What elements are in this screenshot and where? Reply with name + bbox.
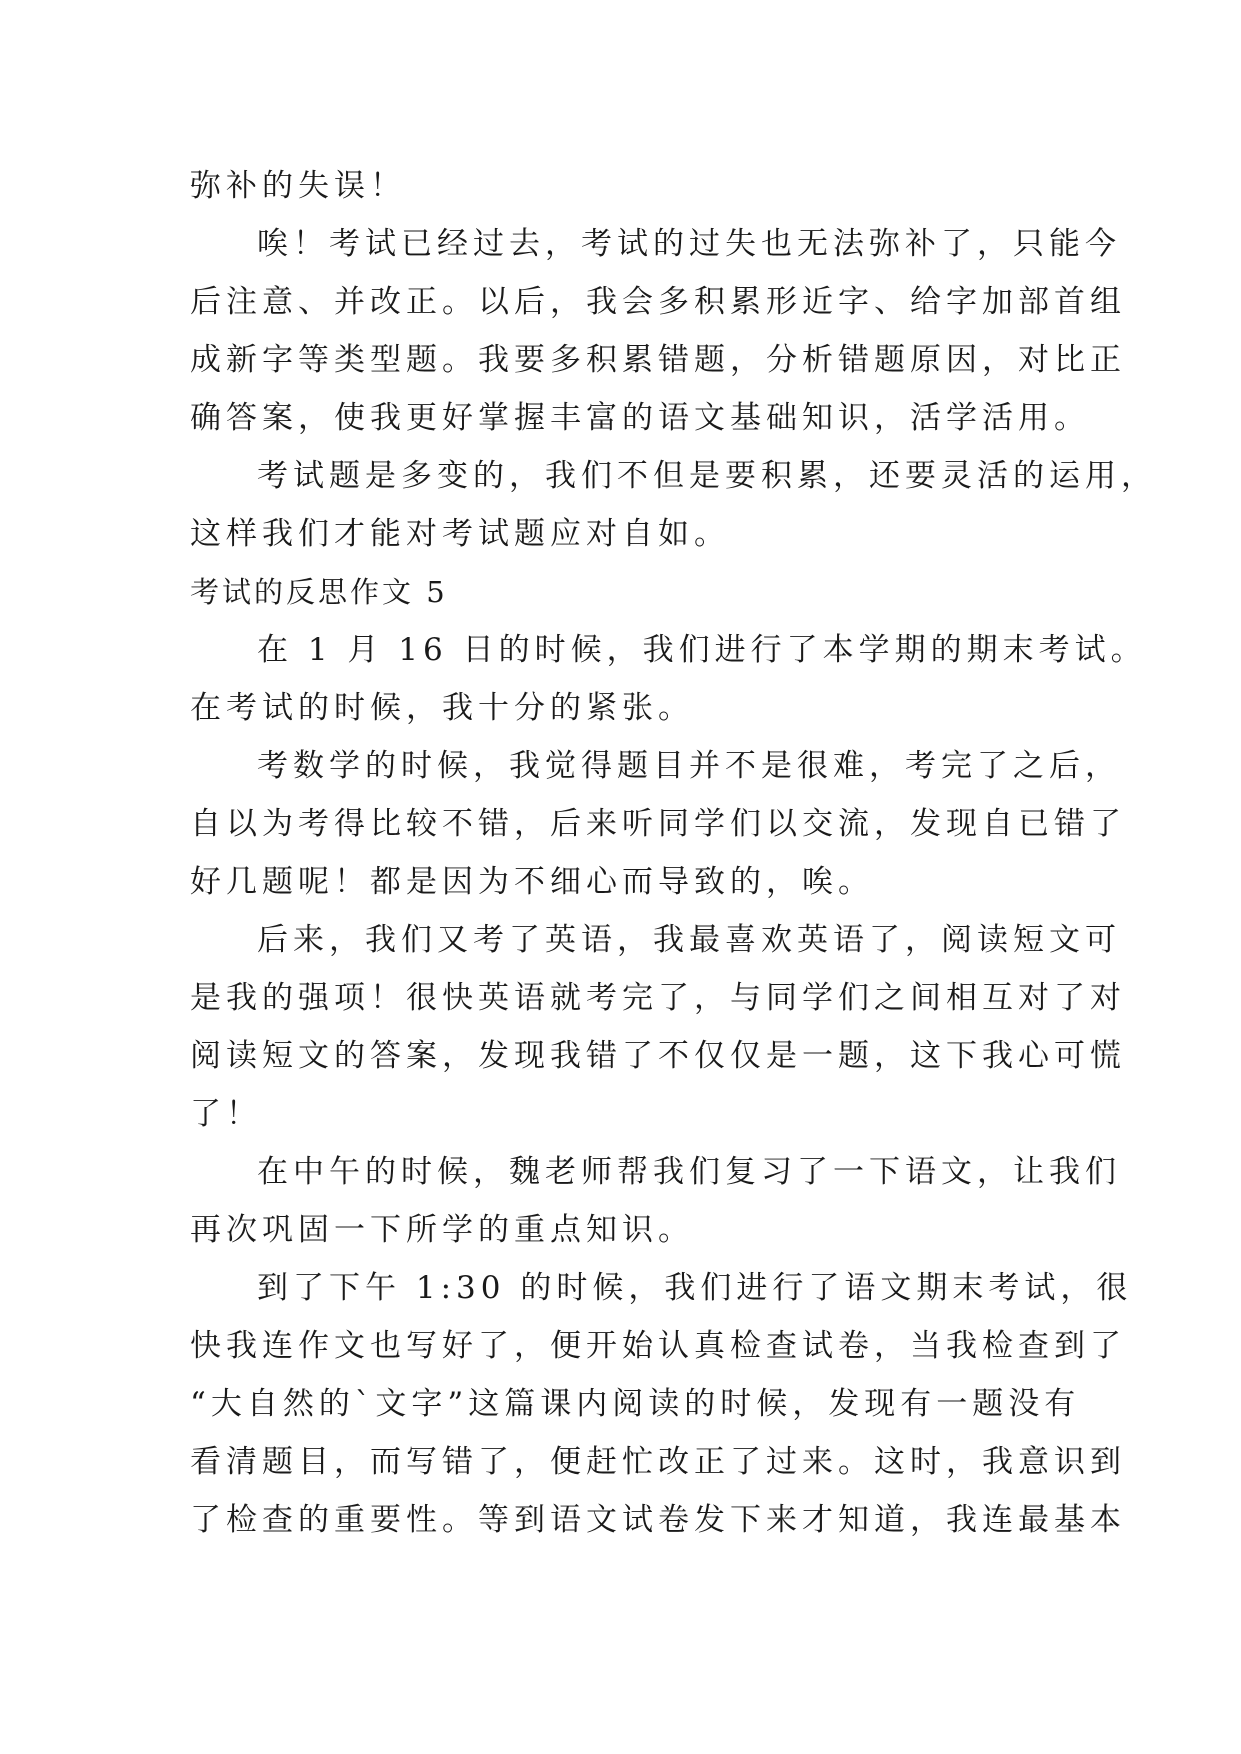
- text-line: 在中午的时候，魏老师帮我们复习了一下语文，让我们: [257, 1154, 1121, 1190]
- text-line: 后注意、并改正。以后，我会多积累形近字、给字加部首组: [190, 284, 1126, 320]
- text-line: 好几题呢！都是因为不细心而导致的，唉。: [190, 864, 874, 900]
- text-line: 在 1 月 16 日的时候，我们进行了本学期的期末考试。: [257, 632, 1147, 668]
- section-heading: 考试的反思作文 5: [190, 575, 448, 609]
- document-body: [190, 157, 1157, 1549]
- text-line: 了检查的重要性。等到语文试卷发下来才知道，我连最基本: [190, 1502, 1126, 1538]
- text-line: 是我的强项！很快英语就考完了，与同学们之间相互对了对: [190, 980, 1126, 1016]
- text-line: 了！: [190, 1096, 262, 1132]
- text-line: 考试题是多变的，我们不但是要积累，还要灵活的运用，: [257, 458, 1157, 494]
- text-line: 考数学的时候，我觉得题目并不是很难，考完了之后，: [257, 748, 1121, 784]
- text-line: 阅读短文的答案，发现我错了不仅仅是一题，这下我心可慌: [190, 1038, 1126, 1074]
- text-line: 确答案，使我更好掌握丰富的语文基础知识，活学活用。: [190, 400, 1090, 436]
- text-line: 到了下午 1:30 的时候，我们进行了语文期末考试，很: [257, 1270, 1133, 1306]
- text-line: 快我连作文也写好了，便开始认真检查试卷，当我检查到了: [190, 1328, 1126, 1364]
- text-line: 后来，我们又考了英语，我最喜欢英语了，阅读短文可: [257, 922, 1121, 958]
- text-line: 再次巩固一下所学的重点知识。: [190, 1212, 694, 1248]
- text-line: 弥补的失误！: [190, 168, 406, 204]
- text-line: 这样我们才能对考试题应对自如。: [190, 516, 730, 552]
- text-line: 在考试的时候，我十分的紧张。: [190, 690, 694, 726]
- text-line: “大自然的`文字”这篇课内阅读的时候，发现有一题没有: [190, 1386, 1081, 1422]
- text-line: 成新字等类型题。我要多积累错题，分析错题原因，对比正: [190, 342, 1126, 378]
- text-line: 唉！考试已经过去，考试的过失也无法弥补了，只能今: [257, 226, 1121, 262]
- text-line: 自以为考得比较不错，后来听同学们以交流，发现自已错了: [190, 806, 1126, 842]
- text-line: 看清题目，而写错了，便赶忙改正了过来。这时，我意识到: [190, 1444, 1126, 1480]
